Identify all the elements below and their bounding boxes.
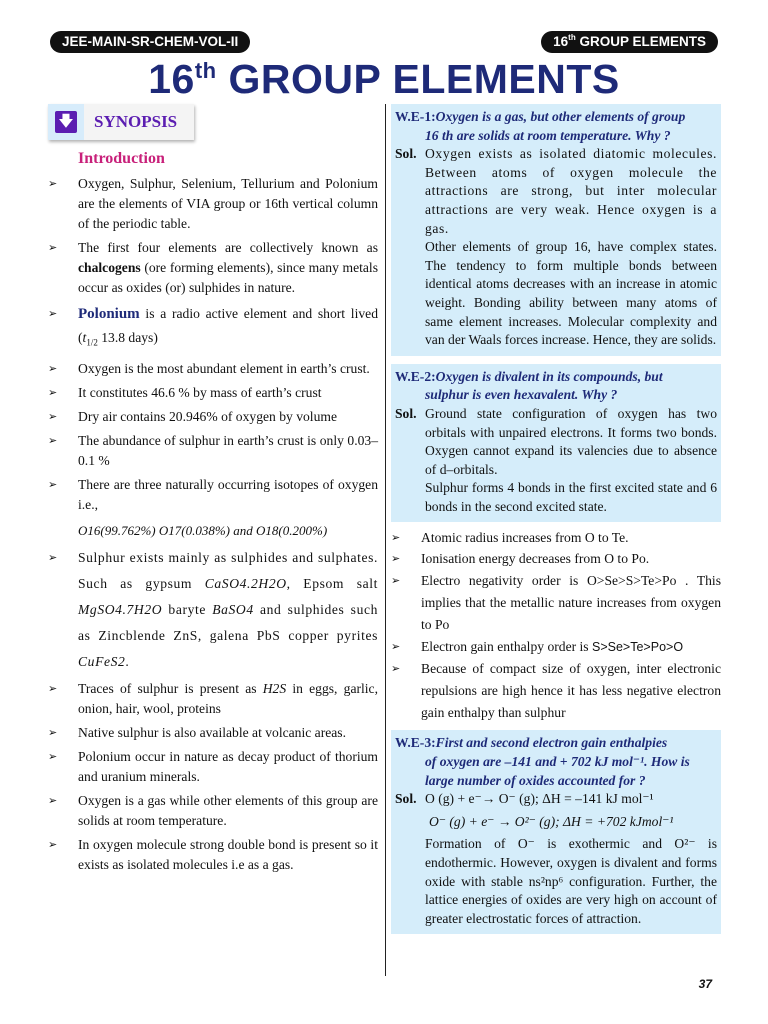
list-item: ➢ Electro negativity order is O>Se>S>Te>Po . This implies that the metallic nature increases from oxygen to Po <box>391 570 721 636</box>
equation: O⁻ (g) + e⁻ → O²⁻ (g); ΔH = +702 kJmol⁻¹ <box>429 813 674 829</box>
example-label: W.E-1: <box>395 109 436 124</box>
list-item: ➢ Polonium is a radio active element and short lived ($t_{1/2}$ 13.8 days) <box>48 302 378 355</box>
list-item: ➢ Dry air contains 20.946% of oxygen by volume <box>48 407 378 427</box>
header-chapter-tag: 16th GROUP ELEMENTS <box>541 31 718 53</box>
list-item: ➢ Ionisation energy decreases from O to Po. <box>391 549 721 569</box>
synopsis-list <box>48 174 378 875</box>
list-item: ➢ Atomic radius increases from O to Te. <box>391 528 721 548</box>
properties-list <box>391 528 721 724</box>
synopsis-badge <box>48 104 194 140</box>
solution-label: Sol. <box>395 791 417 807</box>
introduction-heading: Introduction <box>78 150 165 167</box>
list-item: ➢ There are three naturally occurring isotopes of oxygen i.e., O16(99.762%) O17(0.038%) and O18(0.200%) <box>48 475 378 541</box>
list-item: ➢ Traces of sulphur is present as H2S in eggs, garlic, onion, hair, wool, proteins <box>48 679 378 719</box>
left-column <box>48 104 378 879</box>
page-number: 37 <box>698 977 712 991</box>
solution-label: Sol. <box>395 405 417 421</box>
equation: O (g) + e⁻→ O⁻ (g); ΔH = –141 kJ mol⁻¹ <box>425 791 654 807</box>
worked-example-2: W.E-2:Oxygen is divalent in its compounds, but sulphur is even hexavalent. Why ? Sol. Ground state configuration of oxygen has two orbitals with unpaired electrons. It forms two bonds. Oxygen cannot expand its valencies due to absence of d–orbitals. Sulphur forms 4 bonds in the first excited state and 6 bonds in the second excited state. <box>391 364 721 523</box>
list-item: ➢ Oxygen is the most abundant element in earth’s crust. <box>48 359 378 379</box>
worked-example-3: W.E-3:First and second electron gain enthalpies of oxygen are –141 and + 702 kJ mol⁻¹. How is large number of oxides accounted for ? Sol. O (g) + e⁻→ O⁻ (g); ΔH = –141 kJ mol⁻¹ O⁻ (g) + e⁻ → O²⁻ (g); ΔH = +702 kJmol⁻¹ Formation of O⁻ is exothermic and O²⁻ is endothermic. However, oxygen is divalent and forms oxide with stable ns²np⁶ configuration. Further, the lattice energies of oxides are very high on account of greater electrostatic forces of attraction. <box>391 730 721 934</box>
list-item: ➢ The first four elements are collectively known as chalcogens (ore forming elements), since many metals occur as oxides (or) sulphides in nature. <box>48 238 378 298</box>
worked-example-1: W.E-1:Oxygen is a gas, but other elements of group 16 th are solids at room temperature. Why ? Sol. Oxygen exists as isolated diatomic molecules. Between atoms of oxygen molecule the attractions are strong, but inter molecular attractions are very weak. Hence oxygen is a gas. Other elements of group 16, have complex states. The tendency to form multiple bonds between identical atoms decreases with an increase in atomic weight. Bonding ability between many atoms of same element increases. Molecular complexity and van der Waals forces increase. Hence, they are solids. <box>391 104 721 356</box>
right-column <box>391 104 721 934</box>
list-item: ➢ Because of compact size of oxygen, inter electronic repulsions are high hence it has less negative electron gain enthalpy than sulphur <box>391 658 721 724</box>
isotope-line: O16(99.762%) O17(0.038%) and O18(0.200%) <box>78 522 328 538</box>
list-item: ➢ Sulphur exists mainly as sulphides and sulphates. Such as gypsum CaSO4.2H2O, Epsom salt MgSO4.7H2O baryte BaSO4 and sulphides such as Zincblende ZnS, galena PbS copper pyrites CuFeS2. <box>48 545 378 675</box>
list-item: ➢ In oxygen molecule strong double bond is present so it exists as isolated molecules i.e as a gas. <box>48 835 378 875</box>
column-divider <box>385 104 386 976</box>
list-item: ➢ Native sulphur is also available at volcanic areas. <box>48 723 378 743</box>
list-item: ➢ It constitutes 46.6 % by mass of earth’s crust <box>48 383 378 403</box>
example-label: W.E-3: <box>395 735 436 751</box>
list-item: ➢ The abundance of sulphur in earth’s crust is only 0.03–0.1 % <box>48 431 378 471</box>
down-arrow-icon: 🡇 <box>55 111 77 133</box>
header-book-tag: JEE-MAIN-SR-CHEM-VOL-II <box>50 31 250 53</box>
list-item: ➢ Oxygen, Sulphur, Selenium, Tellurium and Polonium are the elements of VIA group or 16th vertical column of the periodic table. <box>48 174 378 234</box>
page-title: 16th GROUP ELEMENTS <box>148 56 620 102</box>
list-item: ➢ Oxygen is a gas while other elements of this group are solids at room temperature. <box>48 791 378 831</box>
example-label: W.E-2: <box>395 368 436 384</box>
synopsis-label: SYNOPSIS <box>84 104 194 140</box>
list-item: ➢ Polonium occur in nature as decay product of thorium and uranium minerals. <box>48 747 378 787</box>
list-item: ➢ Electron gain enthalpy order is S>Se>Te>Po>O <box>391 637 721 657</box>
solution-label: Sol. <box>395 146 417 162</box>
